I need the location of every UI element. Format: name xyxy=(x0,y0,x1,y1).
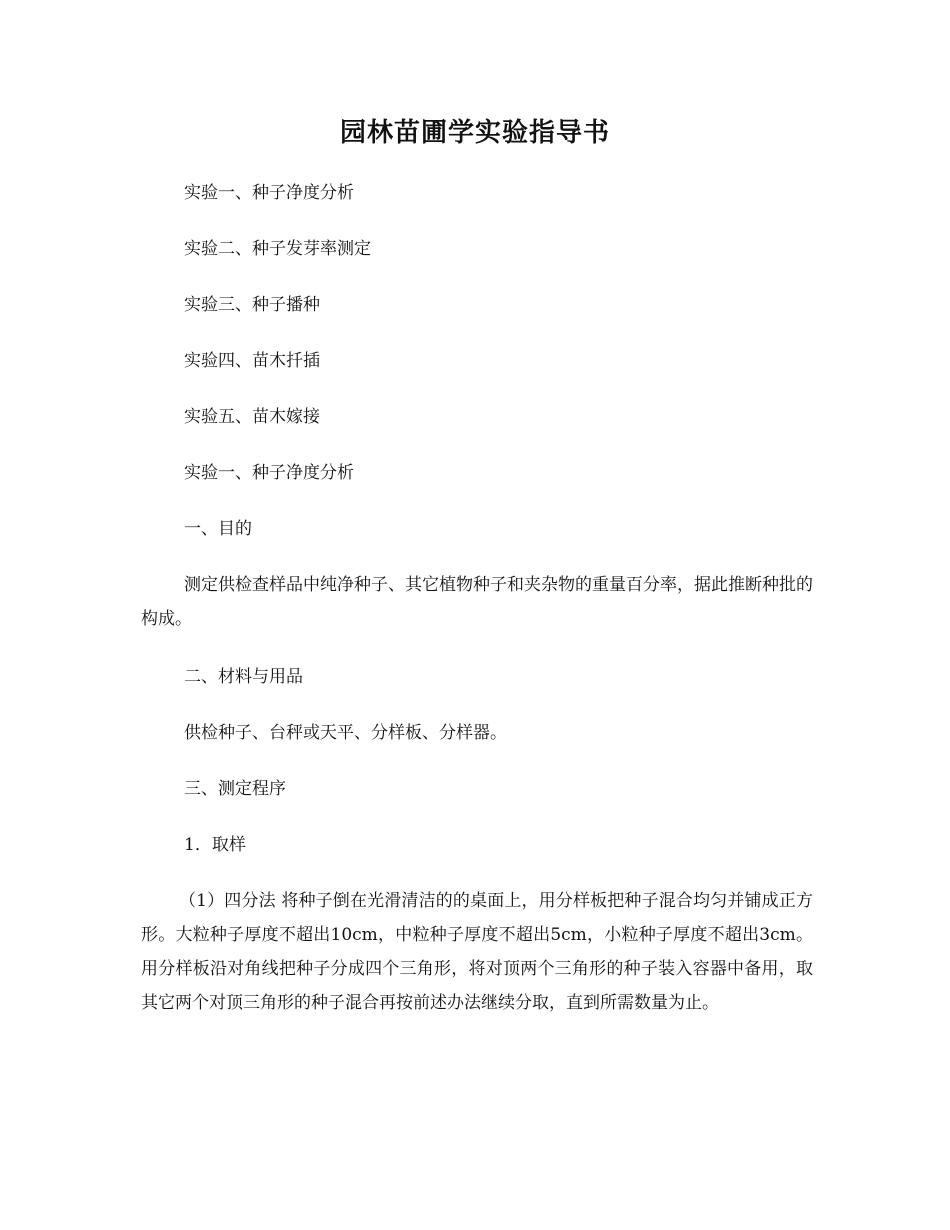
purpose-paragraph: 测定供检查样品中纯净种子、其它植物种子和夹杂物的重量百分率，据此推断种批的构成。 xyxy=(141,575,813,629)
toc-item-4: 实验四、苗木扦插 xyxy=(184,351,320,371)
toc-item-1: 实验一、种子净度分析 xyxy=(184,183,354,203)
heading-materials: 二、材料与用品 xyxy=(184,667,303,687)
heading-purpose: 一、目的 xyxy=(184,519,252,539)
heading-procedure: 三、测定程序 xyxy=(184,779,286,799)
section-title: 实验一、种子净度分析 xyxy=(184,463,354,483)
document-title: 园林苗圃学实验指导书 xyxy=(339,118,610,148)
toc-item-5: 实验五、苗木嫁接 xyxy=(184,407,320,427)
step-sampling: 1．取样 xyxy=(184,835,246,855)
toc-item-3: 实验三、种子播种 xyxy=(184,295,320,315)
toc-item-2: 实验二、种子发芽率测定 xyxy=(184,239,371,259)
materials-paragraph: 供检种子、台秤或天平、分样板、分样器。 xyxy=(184,723,507,743)
quartering-paragraph: （1）四分法 将种子倒在光滑清洁的的桌面上，用分样板把种子混合均匀并铺成正方形。大粒种子厚度不超出10cm，中粒种子厚度不超出5cm，小粒种子厚度不超出3cm。用分样板沿对角线把种子分成四个三角形，将对顶两个三角形的种子装入容器中备用，取其它两个对顶三角形的种子混合再按前述办法继续分取，直到所需数量为止。 xyxy=(141,891,813,1013)
